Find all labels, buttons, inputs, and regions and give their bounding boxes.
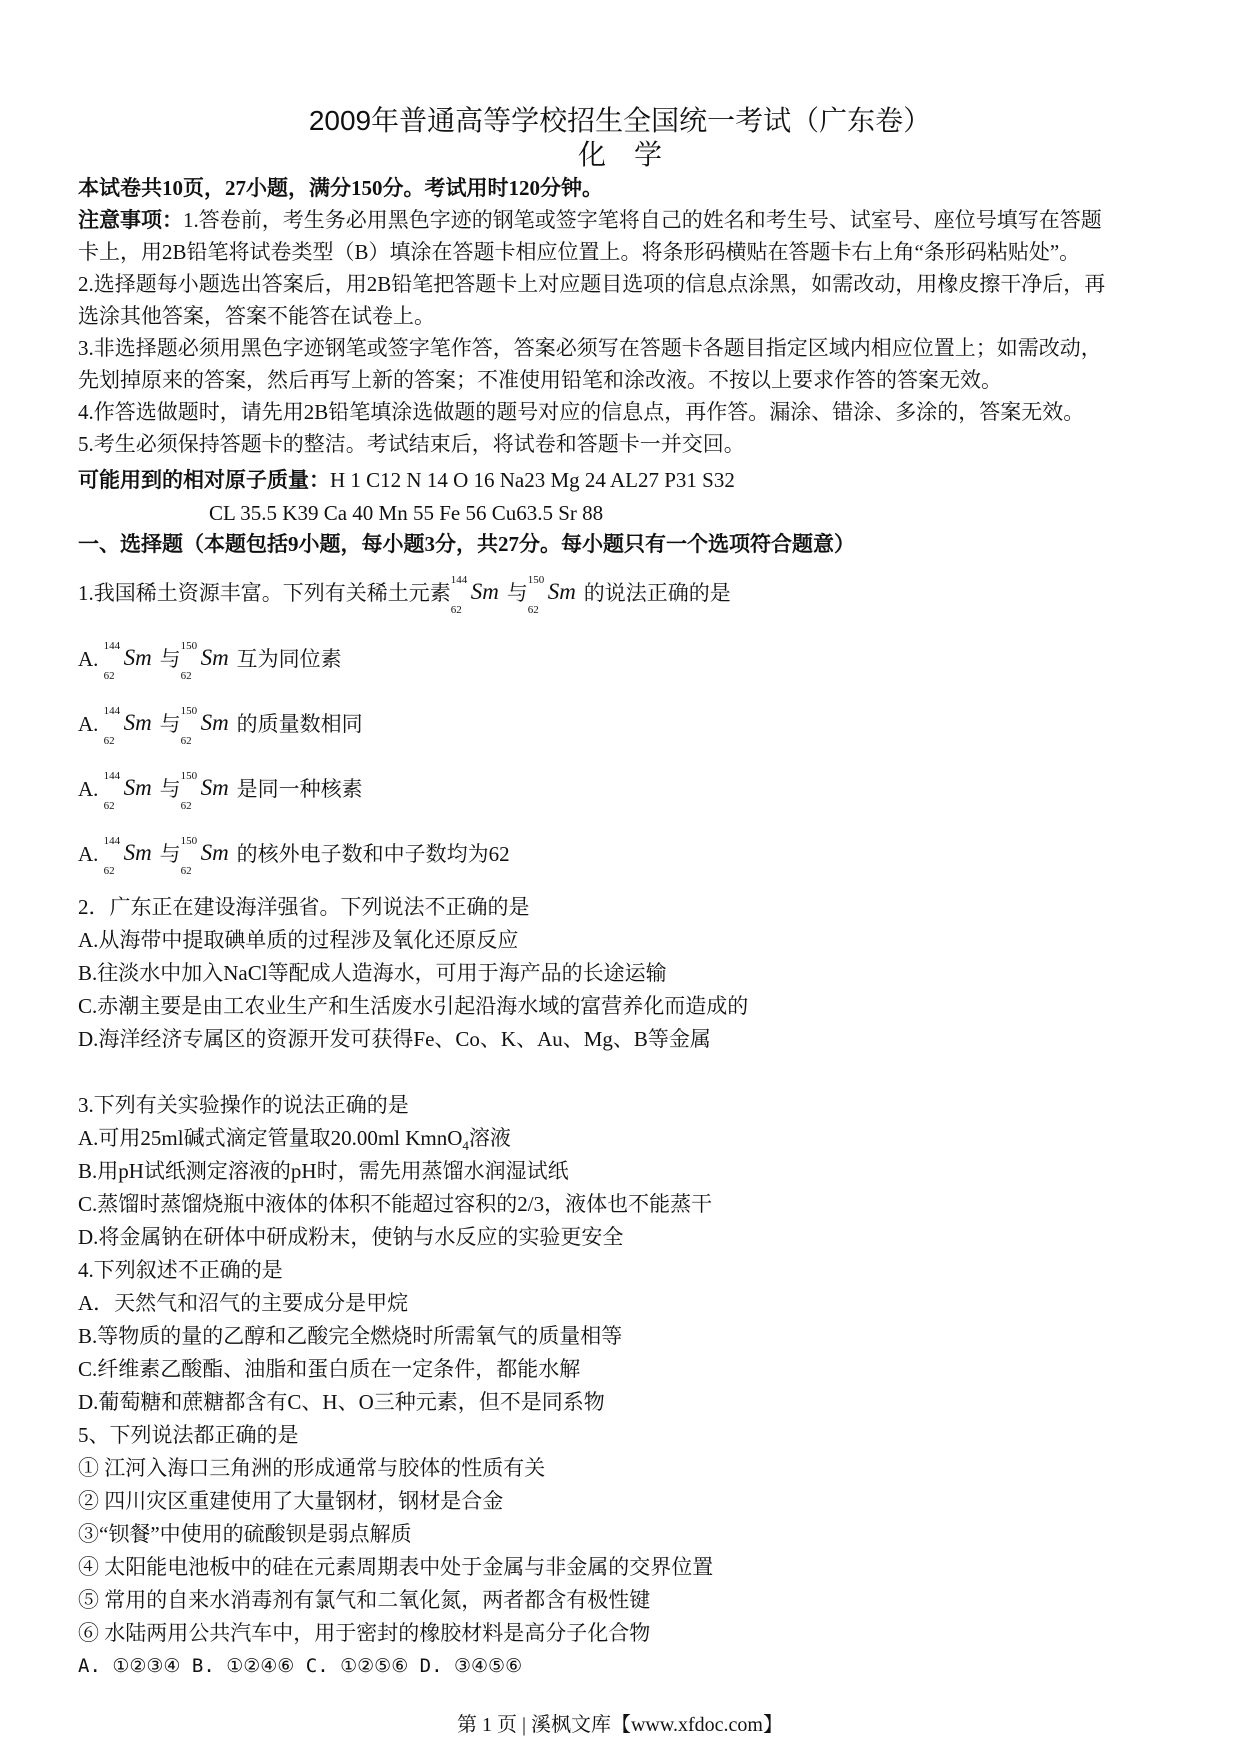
section-1-heading: 一、选择题（本题包括9小题，每小题3分，共27分。每小题只有一个选项符合题意） bbox=[78, 532, 855, 556]
question-4-option-c: C.纤维素乙酸酯、油脂和蛋白质在一定条件，都能水解 bbox=[78, 1357, 581, 1381]
question-2-option-c: C.赤潮主要是由工农业生产和生活废水引起沿海水域的富营养化而造成的 bbox=[78, 994, 749, 1018]
question-5-item-1: ① 江河入海口三角洲的形成通常与胶体的性质有关 bbox=[78, 1456, 546, 1480]
notice-label: 注意事项： bbox=[78, 208, 183, 232]
subject-title: 化 学 bbox=[577, 139, 662, 170]
exam-title: 2009年普通高等学校招生全国统一考试（广东卷） bbox=[308, 105, 932, 136]
question-5-item-3: ③“钡餐”中使用的硫酸钡是弱点解质 bbox=[78, 1522, 412, 1546]
question-4-option-d: D.葡萄糖和蔗糖都含有C、H、O三种元素，但不是同系物 bbox=[78, 1390, 605, 1414]
question-3-option-b: B.用pH试纸测定溶液的pH时，需先用蒸馏水润湿试纸 bbox=[78, 1159, 569, 1183]
atomic-mass-label: 可能用到的相对原子质量： bbox=[78, 468, 330, 492]
notice-1-line-2: 卡上，用2B铅笔将试卷类型（B）填涂在答题卡相应位置上。将条形码横贴在答题卡右上角“条形码粘贴处”。 bbox=[78, 240, 1081, 264]
question-5-item-5: ⑤ 常用的自来水消毒剂有氯气和二氧化氮，两者都含有极性键 bbox=[78, 1588, 651, 1612]
isotope-sm-150: 150 62 Sm bbox=[527, 574, 576, 616]
exam-summary: 本试卷共10页，27小题，满分150分。考试用时120分钟。 bbox=[78, 176, 603, 200]
question-2-option-b: B.往淡水中加入NaCl等配成人造海水，可用于海产品的长途运输 bbox=[78, 961, 667, 985]
notice-2-line-2: 选涂其他答案，答案不能答在试卷上。 bbox=[78, 304, 435, 328]
notice-3-line-1: 3.非选择题必须用黑色字迹钢笔或签字笔作答，答案必须写在答题卡各题目指定区域内相应位置上；如需改动， bbox=[78, 336, 1102, 360]
question-2-option-a: A.从海带中提取碘单质的过程涉及氧化还原反应 bbox=[78, 928, 519, 952]
atomic-mass-line-1: 可能用到的相对原子质量：H 1 C12 N 14 O 16 Na23 Mg 24 AL27 P31 S32 bbox=[78, 468, 735, 492]
question-1-option: A. 144 62 Sm 与 150 62 Sm 是同一种核素 bbox=[78, 770, 363, 812]
question-1-option: A. 144 62 Sm 与 150 62 Sm 的核外电子数和中子数均为62 bbox=[78, 835, 510, 877]
question-4-option-b: B.等物质的量的乙醇和乙酸完全燃烧时所需氧气的质量相等 bbox=[78, 1324, 623, 1348]
page-footer: 第 1 页 | 溪枫文库【www.xfdoc.com】 bbox=[456, 1714, 783, 1736]
question-5-item-6: ⑥ 水陆两用公共汽车中，用于密封的橡胶材料是高分子化合物 bbox=[78, 1621, 651, 1645]
question-5-choices: A. ①②③④ B. ①②④⑥ C. ①②⑤⑥ D. ③④⑤⑥ bbox=[78, 1655, 523, 1677]
question-3-option-c: C.蒸馏时蒸馏烧瓶中液体的体积不能超过容积的2/3，液体也不能蒸干 bbox=[78, 1192, 713, 1216]
question-5-item-4: ④ 太阳能电池板中的硅在元素周期表中处于金属与非金属的交界位置 bbox=[78, 1555, 714, 1579]
question-3-option-a: A.可用25ml碱式滴定管量取20.00ml KmnO$_4$溶液 bbox=[78, 1126, 511, 1154]
notice-4: 4.作答选做题时，请先用2B铅笔填涂选做题的题号对应的信息点，再作答。漏涂、错涂、多涂的，答案无效。 bbox=[78, 400, 1085, 424]
question-5-stem: 5、下列说法都正确的是 bbox=[78, 1423, 299, 1447]
question-4-stem: 4.下列叙述不正确的是 bbox=[78, 1258, 283, 1282]
question-5-item-2: ② 四川灾区重建使用了大量钢材，钢材是合金 bbox=[78, 1489, 504, 1513]
notice-3-line-2: 先划掉原来的答案，然后再写上新的答案；不准使用铅笔和涂改液。不按以上要求作答的答案无效。 bbox=[78, 368, 1002, 392]
question-3-stem: 3.下列有关实验操作的说法正确的是 bbox=[78, 1093, 409, 1117]
notice-5: 5.考生必须保持答题卡的整洁。考试结束后，将试卷和答题卡一并交回。 bbox=[78, 432, 745, 456]
question-1-stem: 1.我国稀土资源丰富。下列有关稀土元素 144 62 Sm 与 150 62 Sm 的说法正确的是 bbox=[78, 574, 731, 616]
question-1-option: A. 144 62 Sm 与 150 62 Sm 的质量数相同 bbox=[78, 705, 363, 747]
question-4-option-a: A．天然气和沼气的主要成分是甲烷 bbox=[78, 1291, 409, 1315]
question-2-option-d: D.海洋经济专属区的资源开发可获得Fe、Co、K、Au、Mg、B等金属 bbox=[78, 1027, 711, 1051]
question-3-option-d: D.将金属钠在研体中研成粉末，使钠与水反应的实验更安全 bbox=[78, 1225, 624, 1249]
question-2-stem: 2．广东正在建设海洋强省。下列说法不正确的是 bbox=[78, 895, 530, 919]
isotope-sm-144: 144 62 Sm bbox=[450, 574, 499, 616]
question-1-option: A. 144 62 Sm 与 150 62 Sm 互为同位素 bbox=[78, 640, 342, 682]
atomic-mass-line-2: CL 35.5 K39 Ca 40 Mn 55 Fe 56 Cu63.5 Sr 88 bbox=[209, 501, 604, 525]
notice-2-line-1: 2.选择题每小题选出答案后，用2B铅笔把答题卡上对应题目选项的信息点涂黑，如需改动，用橡皮擦干净后，再 bbox=[78, 272, 1106, 296]
notice-1-line-1: 注意事项：1.答卷前，考生务必用黑色字迹的钢笔或签字笔将自己的姓名和考生号、试室号、座位号填写在答题 bbox=[78, 208, 1102, 232]
